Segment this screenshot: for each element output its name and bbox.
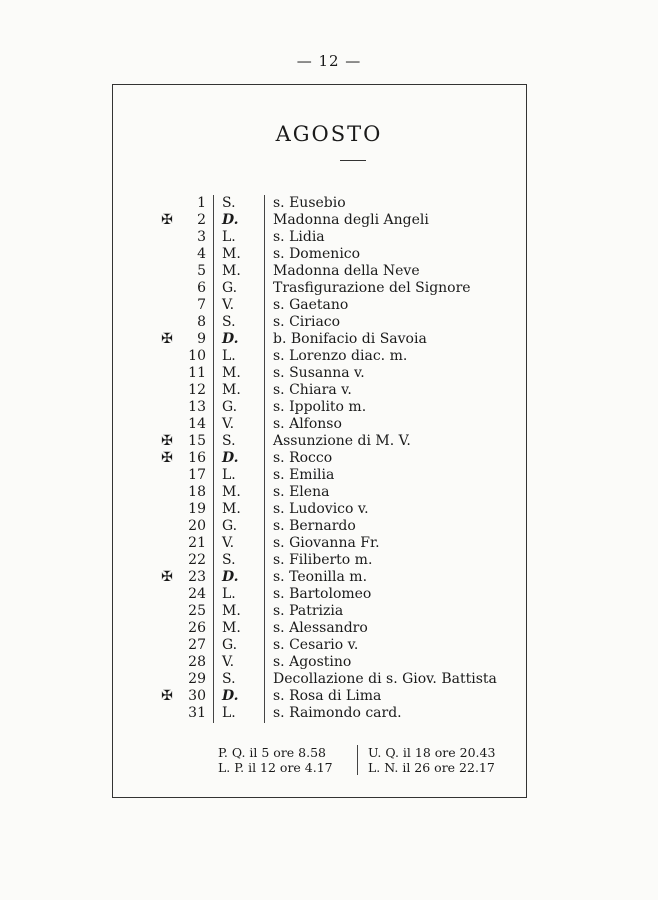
day-number: 18: [188, 484, 206, 500]
day-number: 1: [197, 195, 206, 211]
day-row: [0, 280, 658, 297]
day-number: 4: [197, 246, 206, 262]
day-of-week: M.: [222, 382, 241, 398]
day-number: 14: [188, 416, 206, 432]
day-of-week: L.: [222, 348, 236, 364]
day-row: [0, 501, 658, 518]
day-of-week: S.: [222, 195, 236, 211]
page-number: — 12 —: [296, 52, 362, 70]
day-number: 21: [188, 535, 206, 551]
day-number: 31: [188, 705, 206, 721]
saint-name: b. Bonifacio di Savoia: [273, 331, 427, 347]
day-of-week: D.: [222, 450, 239, 466]
feast-cross-icon: ✠: [161, 331, 173, 347]
saint-name: s. Chiara v.: [273, 382, 352, 398]
day-row: [0, 637, 658, 654]
moon-phase-last-quarter: U. Q. il 18 ore 20.43: [368, 745, 496, 760]
saint-name: s. Teonilla m.: [273, 569, 368, 585]
day-row: [0, 620, 658, 637]
day-number: 25: [188, 603, 206, 619]
day-row: [0, 450, 658, 467]
day-number: 13: [188, 399, 206, 415]
day-number: 22: [188, 552, 206, 568]
day-row: [0, 654, 658, 671]
saint-name: s. Patrizia: [273, 603, 344, 619]
day-row: [0, 314, 658, 331]
feast-cross-icon: ✠: [161, 450, 173, 466]
day-of-week: G.: [222, 399, 238, 415]
day-row: [0, 246, 658, 263]
saint-name: s. Rocco: [273, 450, 333, 466]
saint-name: s. Alfonso: [273, 416, 342, 432]
day-row: [0, 535, 658, 552]
saint-name: Madonna degli Angeli: [273, 212, 429, 228]
day-number: 16: [188, 450, 206, 466]
day-row: [0, 467, 658, 484]
saint-name: Assunzione di M. V.: [273, 433, 411, 449]
day-row: [0, 705, 658, 722]
saint-name: s. Domenico: [273, 246, 361, 262]
day-of-week: D.: [222, 569, 239, 585]
day-of-week: M.: [222, 501, 241, 517]
feast-cross-icon: ✠: [161, 433, 173, 449]
day-of-week: L.: [222, 705, 236, 721]
day-row: [0, 195, 658, 212]
day-number: 15: [188, 433, 206, 449]
day-of-week: L.: [222, 467, 236, 483]
day-number: 12: [188, 382, 206, 398]
day-of-week: S.: [222, 671, 236, 687]
day-number: 20: [188, 518, 206, 534]
day-number: 24: [188, 586, 206, 602]
day-of-week: L.: [222, 586, 236, 602]
day-of-week: V.: [222, 654, 235, 670]
saint-name: s. Ciriaco: [273, 314, 341, 330]
month-title: AGOSTO: [275, 122, 383, 146]
moon-phase-full-moon: L. P. il 12 ore 4.17: [218, 760, 333, 775]
day-number: 2: [197, 212, 206, 228]
day-row: [0, 688, 658, 705]
day-number: 3: [197, 229, 206, 245]
day-row: [0, 586, 658, 603]
day-row: [0, 348, 658, 365]
day-row: [0, 569, 658, 586]
day-row: [0, 365, 658, 382]
saint-name: Trasfigurazione del Signore: [273, 280, 471, 296]
day-row: [0, 416, 658, 433]
day-row: [0, 382, 658, 399]
day-row: [0, 229, 658, 246]
saint-name: s. Giovanna Fr.: [273, 535, 380, 551]
day-of-week: M.: [222, 365, 241, 381]
day-number: 28: [188, 654, 206, 670]
day-row: [0, 331, 658, 348]
day-of-week: M.: [222, 246, 241, 262]
saint-name: s. Agostino: [273, 654, 352, 670]
saint-name: s. Lidia: [273, 229, 325, 245]
saint-name: s. Rosa di Lima: [273, 688, 382, 704]
day-number: 8: [197, 314, 206, 330]
day-of-week: M.: [222, 263, 241, 279]
moon-phase-divider: [357, 745, 358, 775]
day-number: 26: [188, 620, 206, 636]
moon-phase-first-quarter: P. Q. il 5 ore 8.58: [218, 745, 326, 760]
day-number: 27: [188, 637, 206, 653]
day-number: 19: [188, 501, 206, 517]
day-row: [0, 552, 658, 569]
saint-name: s. Bartolomeo: [273, 586, 372, 602]
day-of-week: S.: [222, 552, 236, 568]
day-of-week: V.: [222, 535, 235, 551]
day-of-week: V.: [222, 416, 235, 432]
day-number: 5: [197, 263, 206, 279]
day-of-week: S.: [222, 433, 236, 449]
saint-name: s. Susanna v.: [273, 365, 365, 381]
day-number: 11: [188, 365, 206, 381]
day-of-week: D.: [222, 212, 239, 228]
saint-name: Decollazione di s. Giov. Battista: [273, 671, 497, 687]
saint-name: s. Elena: [273, 484, 330, 500]
saint-name: s. Emilia: [273, 467, 335, 483]
day-of-week: G.: [222, 518, 238, 534]
saint-name: Madonna della Neve: [273, 263, 420, 279]
day-number: 10: [188, 348, 206, 364]
saint-name: s. Alessandro: [273, 620, 368, 636]
day-row: [0, 297, 658, 314]
day-of-week: G.: [222, 280, 238, 296]
saint-name: s. Ludovico v.: [273, 501, 369, 517]
feast-cross-icon: ✠: [161, 569, 173, 585]
moon-phase-new-moon: L. N. il 26 ore 22.17: [368, 760, 495, 775]
calendar-days-list: [0, 195, 658, 722]
day-row: [0, 518, 658, 535]
saint-name: s. Bernardo: [273, 518, 356, 534]
day-row: [0, 433, 658, 450]
saint-name: s. Filiberto m.: [273, 552, 373, 568]
day-of-week: S.: [222, 314, 236, 330]
saint-name: s. Lorenzo diac. m.: [273, 348, 408, 364]
day-of-week: V.: [222, 297, 235, 313]
saint-name: s. Cesario v.: [273, 637, 359, 653]
saint-name: s. Raimondo card.: [273, 705, 402, 721]
day-of-week: G.: [222, 637, 238, 653]
day-number: 29: [188, 671, 206, 687]
day-number: 17: [188, 467, 206, 483]
day-of-week: D.: [222, 688, 239, 704]
day-number: 6: [197, 280, 206, 296]
day-number: 7: [197, 297, 206, 313]
day-row: [0, 212, 658, 229]
day-of-week: M.: [222, 484, 241, 500]
feast-cross-icon: ✠: [161, 212, 173, 228]
saint-name: s. Gaetano: [273, 297, 349, 313]
feast-cross-icon: ✠: [161, 688, 173, 704]
day-of-week: L.: [222, 229, 236, 245]
day-number: 30: [188, 688, 206, 704]
day-number: 9: [197, 331, 206, 347]
day-row: [0, 603, 658, 620]
title-divider: [340, 160, 366, 161]
saint-name: s. Eusebio: [273, 195, 346, 211]
day-of-week: D.: [222, 331, 239, 347]
day-row: [0, 399, 658, 416]
day-row: [0, 671, 658, 688]
day-of-week: M.: [222, 603, 241, 619]
saint-name: s. Ippolito m.: [273, 399, 367, 415]
day-row: [0, 263, 658, 280]
day-row: [0, 484, 658, 501]
day-of-week: M.: [222, 620, 241, 636]
day-number: 23: [188, 569, 206, 585]
